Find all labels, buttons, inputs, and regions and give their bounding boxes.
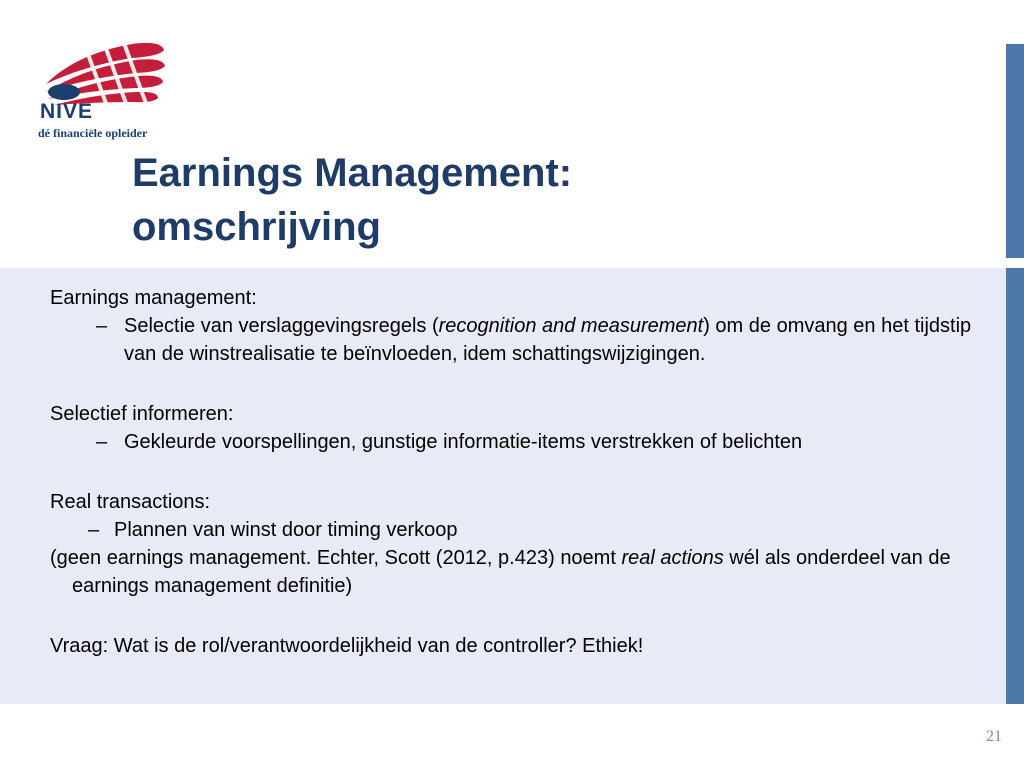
section1-bullet (50, 312, 1000, 368)
section1-heading: Earnings management: (50, 287, 257, 309)
section3-note (50, 544, 1000, 600)
right-accent-bar-bottom (1006, 268, 1024, 704)
slide-body (50, 284, 1000, 660)
logo-tagline: dé financiële opleider (38, 126, 148, 140)
section2-bullet (50, 428, 1000, 456)
section3-bullet (50, 516, 1000, 544)
logo-wordmark: NIVE (40, 100, 94, 123)
bullet-dash: – (96, 431, 108, 453)
bullet-dash: – (96, 315, 108, 337)
section3-heading: Real transactions: (50, 491, 211, 513)
page-number: 21 (986, 728, 1002, 745)
right-accent-bar-top (1006, 44, 1024, 258)
section3-note-suffix: wél als onderdeel van de earnings management definitie) (72, 547, 951, 597)
section1-bullet-prefix: Selectie van verslaggevingsregels ( (124, 315, 439, 337)
question-text: Vraag: Wat is de rol/verantwoordelijkheid van de controller? Ethiek! (50, 635, 644, 657)
slide-title-line2: omschrijving (132, 205, 381, 249)
section1-bullet-suffix: ) om de omvang en het tijdstip van de winstrealisatie te beïnvloeden, idem schattingswijzigingen. (124, 315, 972, 365)
section2-heading: Selectief informeren: (50, 403, 234, 425)
section3-note-prefix: (geen earnings management. Echter, Scott (2012, p.423) noemt (50, 547, 622, 569)
slide-title-line1: Earnings Management: (132, 151, 573, 195)
section2-bullet-text: Gekleurde voorspellingen, gunstige informatie-items verstrekken of belichten (124, 431, 803, 453)
slide-title (132, 146, 572, 254)
bullet-dash: – (88, 519, 100, 541)
section3-bullet-text: Plannen van winst door timing verkoop (114, 519, 458, 541)
section1-bullet-italic: recognition and measurement (438, 315, 704, 337)
section3-note-italic: real actions (621, 547, 724, 569)
